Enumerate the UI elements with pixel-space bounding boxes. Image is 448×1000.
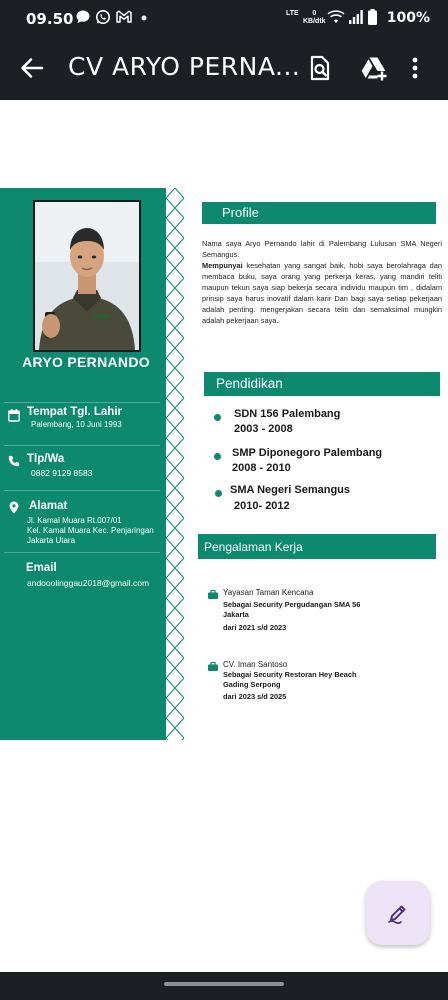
sidebar-divider — [4, 402, 160, 403]
experience-company: CV. Iman Santoso — [223, 660, 288, 669]
education-school: SMP Diponegoro Palembang — [232, 447, 383, 459]
education-school: SDN 156 Palembang — [234, 408, 341, 420]
briefcase-icon — [208, 662, 218, 671]
chat-bubble-icon — [75, 9, 91, 25]
location-pin-icon — [9, 501, 19, 514]
search-document-icon[interactable] — [306, 54, 334, 82]
status-time: 09.50 — [26, 10, 74, 28]
profile-photo-illustration — [35, 202, 139, 350]
bullet-icon — [214, 453, 221, 460]
app-bar — [0, 36, 448, 100]
profile-text — [202, 238, 442, 326]
bullet-icon — [215, 490, 222, 497]
document-title: CV ARYO PERNA... — [68, 52, 301, 81]
phone-value: 0882 9129 8583 — [31, 468, 93, 478]
email-value: andooolinggau2018@gmail.com — [27, 578, 150, 588]
address-line: Kel. Kamal Muara Kec. Penjaringan — [27, 526, 154, 535]
experience-period: dari 2021 s/d 2023 — [223, 623, 287, 632]
birth-value: Palembang, 10 Juni 1993 — [31, 420, 122, 429]
decorative-lattice — [166, 188, 184, 740]
profile-paragraph: Nama saya Aryo Pernando lahir di Palembang Lulusan SMA Negeri Semangus. — [202, 239, 442, 259]
phone-icon — [8, 455, 20, 467]
gmail-icon — [115, 9, 133, 25]
back-arrow-icon[interactable] — [18, 54, 46, 82]
experience-location: Gading Serpong — [223, 680, 281, 689]
person-name: ARYO PERNANDO — [22, 354, 150, 370]
birth-label: Tempat Tgl. Lahir — [27, 406, 122, 418]
education-school: SMA Negeri Semangus — [230, 484, 351, 496]
network-type: LTE — [286, 10, 299, 17]
add-to-drive-icon[interactable] — [360, 54, 388, 82]
battery-icon — [368, 9, 377, 25]
whatsapp-icon — [95, 9, 111, 25]
status-bar — [0, 0, 448, 36]
email-label: Email — [26, 562, 57, 574]
notification-dot-icon — [141, 15, 147, 21]
profile-paragraph: Mempunyai kesehatan yang sangat baik, hobi saya berolahraga dan membaca buku, saya orang yang perkerja keras, yang mandiri teliti maupun tekun saya siap bekerja secara individu maupun tim , didalam prinsip saya harus inovatif dalam karir Dan bagi saya setiap pekerjaan adalah penting. mengerjakan secara teliti dan semaksimal mungkin adalah pekerjaan saya. — [202, 261, 442, 325]
document-page[interactable] — [0, 100, 448, 972]
address-line: Jl. Kamal Muara Rt.007/01 — [27, 516, 122, 525]
address-label: Alamat — [29, 500, 68, 512]
calendar-icon — [8, 409, 20, 422]
briefcase-icon — [208, 590, 218, 599]
experience-role: Sebagai Security Restoran Hey Beach — [223, 670, 357, 679]
sidebar-divider — [4, 445, 160, 446]
education-years: 2010- 2012 — [234, 500, 290, 512]
edit-fab-button[interactable] — [366, 881, 430, 945]
experience-heading: Pengalaman Kerja — [198, 534, 436, 559]
phone-label: Tlp/Wa — [27, 453, 65, 465]
sidebar-divider — [4, 552, 160, 553]
network-speed: 0 KB/dtk — [303, 10, 326, 25]
wifi-icon — [327, 10, 345, 24]
experience-location: Jakarta — [223, 610, 249, 619]
education-years: 2008 - 2010 — [232, 462, 291, 474]
edit-pen-icon — [386, 901, 410, 925]
address-line: Jakarta Utara — [27, 536, 76, 545]
signal-icon — [349, 10, 363, 24]
profile-photo — [33, 200, 141, 352]
more-vert-icon[interactable] — [408, 54, 422, 82]
bullet-icon — [214, 414, 221, 421]
cv-sidebar — [0, 188, 166, 740]
experience-role: Sebagai Security Pergudangan SMA 56 — [223, 600, 361, 609]
experience-period: dari 2023 s/d 2025 — [223, 692, 287, 701]
profile-heading: Profile — [202, 202, 436, 224]
battery-level: 100% — [386, 10, 430, 26]
experience-company: Yayasan Taman Kencana — [223, 588, 314, 597]
home-gesture-handle[interactable] — [164, 982, 284, 986]
education-years: 2003 - 2008 — [234, 423, 293, 435]
sidebar-divider — [4, 490, 160, 491]
system-nav-bar — [0, 972, 448, 1000]
profile-emphasis: Mempunyai — [202, 261, 243, 270]
education-heading: Pendidikan — [204, 372, 440, 396]
